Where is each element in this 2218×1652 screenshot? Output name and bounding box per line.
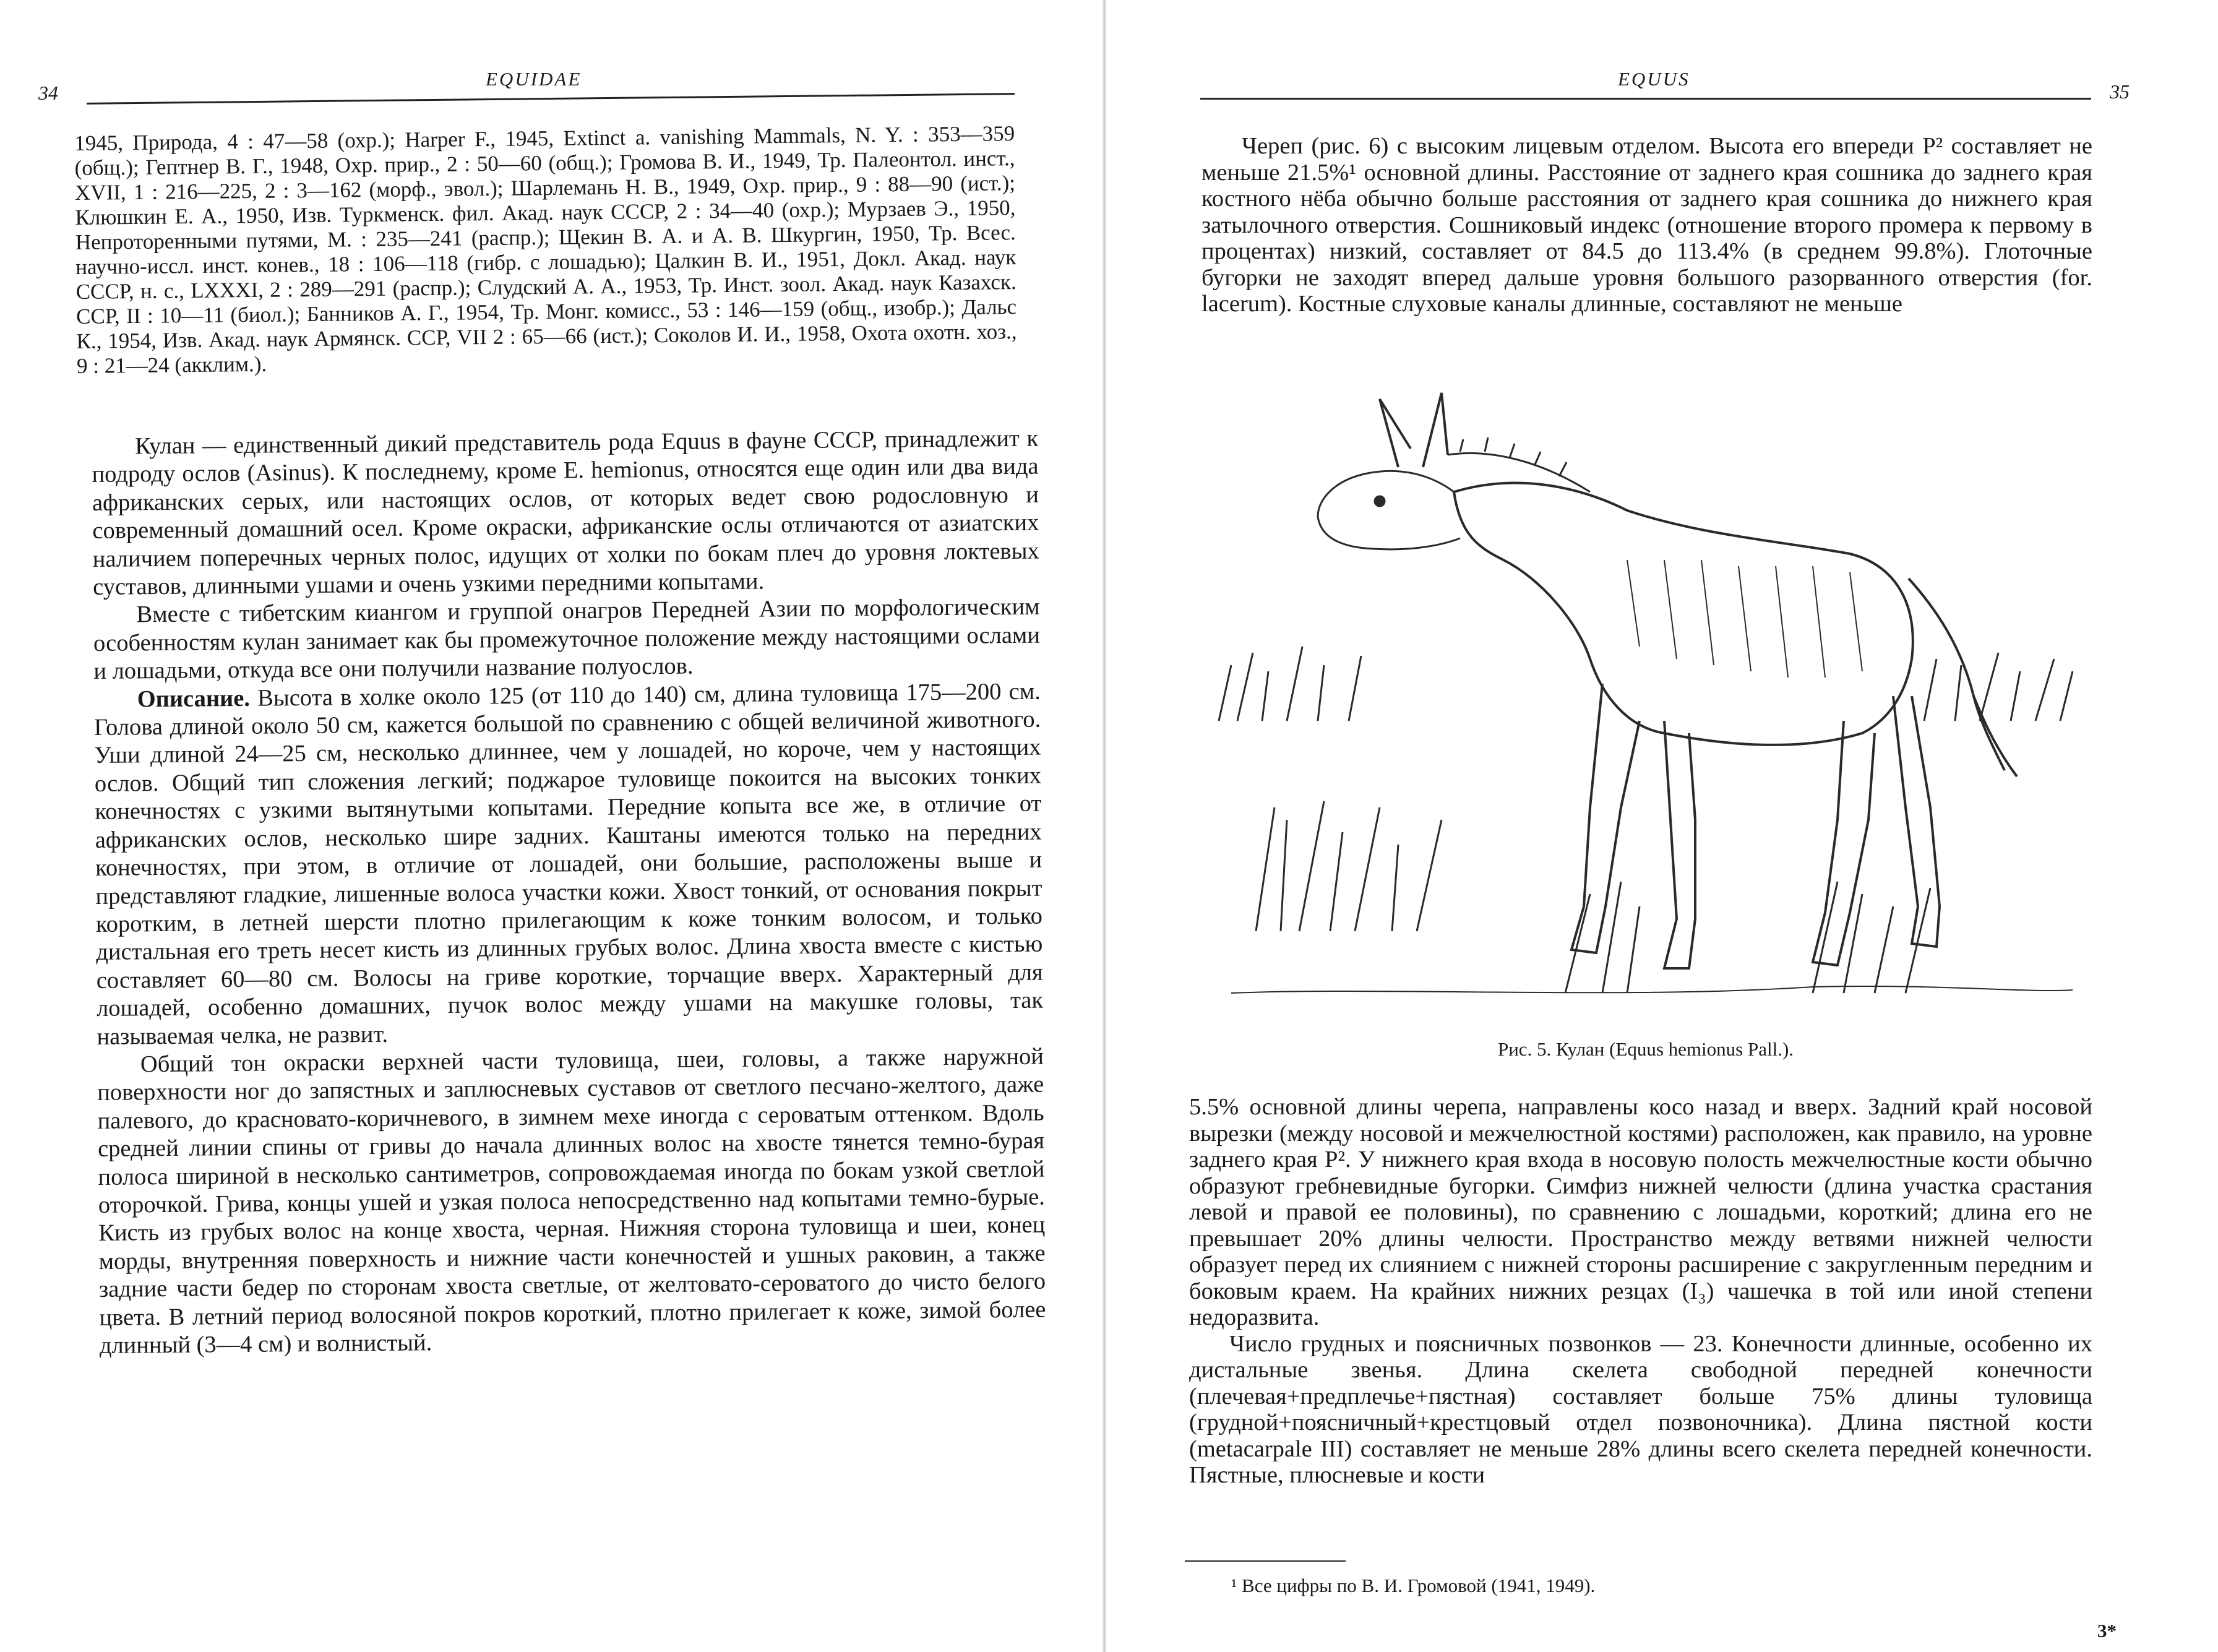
running-head-right: EQUUS xyxy=(1618,68,1690,90)
paragraph-kulan-intro: Кулан — единственный дикий представитель рода Equus в фауне СССР, принадлежит к подроду ослов (Asinus). К последнему, кроме E. hemionus, относятся еще один или два вида африканских серых, или настоящих ослов, от которых ведет свою родословную и современный домашний осел. Кроме окраски, африканские ослы отличаются от азиатских наличием поперечных черных полос, идущих от холки по бокам плеч до уровня локтевых суставов, длинными ушами и очень узкими передними копытами. xyxy=(92,425,1039,601)
footnote-rule xyxy=(1185,1560,1346,1562)
figure-caption: Рис. 5. Кулан (Equus hemionus Pall.). xyxy=(1497,1038,1794,1060)
paragraph-intermediate-position: Вместе с тибетским киангом и группой онагров Передней Азии по морфологическим особенностям кулан занимает как бы промежуточное положение между настоящими ослами и лошадьми, откуда все они получили название полуослов. xyxy=(93,594,1041,685)
paragraph-vertebrae-limbs: Число грудных и поясничных позвонков — 23. Конечности длинные, особенно их дистальные звенья. Длина скелета свободной передней конечности (плечевая+предплечье+пястная) составляет больше 75% длины туловища (грудной+поясничный+крестцовый отдел позвоночника). Длина пястной кости (metacarpale III) составляет не меньше 28% длины всего скелета передней конечности. Пястные, плюсневые и кости xyxy=(1189,1330,2092,1488)
paragraph-skull: Череп (рис. 6) с высоким лицевым отделом. Высота его впереди P² составляет не меньше 21.5%¹ основной длины. Расстояние от заднего края сошника до заднего края костного нёба обычно больше расстояния от заднего края сошника до нижнего края затылочного отверстия. Сошниковый индекс (отношение второго промера к первому в процентах) низкий, составляет от 84.5 до 113.4% (в среднем 99.8%). Глоточные бугорки не заходят вперед дальше уровня большого разорванного отверстия (for. lacerum). Костные слуховые каналы длинные, составляют не меньше xyxy=(1201,133,2092,317)
paragraph-skull-continued: 5.5% основной длины черепа, направлены косо назад и вверх. Задний край носовой вырезки (между носовой и межчелюстной костями) расположен, как правило, на уровне заднего края P². У нижнего края входа в носовую полость межчелюстные кости обычно образуют гребневидные бугорки. Симфиз нижней челюсти (длина участка срастания левой и правой ее половины), по сравнению с лошадьми, короткий; длина его не превышает 20% длины челюсти. Пространство между ветвями нижней челюсти образует перед их слиянием с нижней стороны расширение с закругленным передним и боковым краем. На крайних нижних резцах (I₃) чашечка в той или иной степени недоразвита. xyxy=(1189,1094,2092,1330)
right-page xyxy=(1107,0,2218,1652)
left-page xyxy=(0,0,1101,1652)
paragraph-description xyxy=(94,678,1044,1051)
right-text-top xyxy=(1201,133,2092,317)
description-heading: Описание. xyxy=(137,685,251,713)
running-head-left: EQUIDAE xyxy=(486,68,582,90)
page-number-left: 34 xyxy=(38,82,58,104)
left-body-text xyxy=(92,425,1046,1361)
kulan-illustration xyxy=(1194,374,2097,1043)
paragraph-coloration: Общий тон окраски верхней части туловища, шеи, головы, а также наружной поверхности ног до запястных и заплюсневых суставов от светлого песчано-желтого, даже палевого, до красновато-коричневого, в зимнем мехе иногда с сероватым оттенком. Вдоль средней линии спины от гривы до начала длинных волос на хвосте тянется темно-бурая полоса шириной в несколько сантиметров, сопровождаемая иногда по бокам узкой светлой оторочкой. Грива, концы ушей и узкая полоса непосредственно над копытами темно-бурые. Кисть из грубых волос на конце хвоста, черная. Нижняя сторона туловища и шеи, конец морды, внутренняя поверхность и нижние части конечностей и ушных раковин, а также задние части бедер по сторонам хвоста светлые, от желтовато-сероватого до чисто белого цвета. В летний период волосяной покров короткий, плотно прилегает к коже, зимой более длинный (3—4 см) и волнистый. xyxy=(97,1043,1046,1359)
signature-mark: 3* xyxy=(2097,1620,2117,1641)
header-rule-right xyxy=(1200,98,2091,100)
page-number-right: 35 xyxy=(2110,80,2130,103)
book-gutter xyxy=(1102,0,1107,1652)
description-text: Высота в холке около 125 (от 110 до 140) см, длина туловища 175—200 см. Голова длиной около 50 см, кажется большой по сравнению с общей величиной животного. Уши длиной 24—25 см, несколько длиннее, чем у лошадей, но короче, чем у настоящих ослов. Общий тип сложения легкий; поджарое туловище покоится на высоких тонких конечностях с узкими вытянутыми копытами. Передние копыта все же, в отличие от африканских ослов, несколько шире задних. Каштаны имеются только на передних конечностях, при этом, в отличие от лошадей, они большие, расположены выше и представляют гладкие, лишенные волоса участки кожи. Хвост тонкий, от основания покрыт коротким, в летней шерсти плотно прилегающим к коже тонким волосом, и только дистальная его треть несет кисть из длинных грубых волос. Длина хвоста вместе с кистью составляет 60—80 см. Волосы на гриве короткие, торчащие вверх. Характерный для лошадей, особенно домашних, пучок волос между ушами на макушке головы, так называемая челка, не развит. xyxy=(93,678,1044,1050)
footnote: ¹ Все цифры по В. И. Громовой (1941, 1949). xyxy=(1231,1575,1596,1596)
bibliography-block: 1945, Природа, 4 : 47—58 (охр.); Harper F., 1945, Extinct a. vanishing Mammals, N. Y. : 353—359 (общ.); Гептнер В. Г., 1948, Охр. прир., 2 : 50—60 (общ.); Громова В. И., 1949, Тр. Палеонтол. инст., XVII, 1 : 216—225, 2 : 3—162 (морф., эвол.); Шарлемань Н. В., 1949, Охр. прир., 9 : 88—90 (ист.); Клюшкин Е. А., 1950, Изв. Туркменск. фил. Акад. наук СССР, 2 : 34—40 (охр.); Мурзаев Э., 1950, Непроторенными путями, М. : 235—241 (распр.); Щекин В. А. и А. В. Шкургин, 1950, Тр. Всес. научно-иссл. инст. конев., 18 : 106—118 (гибр. с лошадью); Цалкин В. И., 1951, Докл. Акад. наук СССР, н. с., LXXXI, 2 : 289—291 (распр.); Слудский А. А., 1953, Тр. Инст. зоол. Акад. наук Казахск. ССР, II : 10—11 (биол.); Банников А. Г., 1954, Тр. Монг. комисс., 53 : 146—159 (общ., изобр.); Дальс К., 1954, Изв. Акад. наук Армянск. ССР, VII 2 : 65—66 (ист.); Соколов И. И., 1958, Охота охотн. хоз., 9 : 21—24 (акклим.). xyxy=(74,121,1017,378)
header-rule-left xyxy=(87,93,1015,105)
right-text-bottom xyxy=(1189,1094,2092,1489)
